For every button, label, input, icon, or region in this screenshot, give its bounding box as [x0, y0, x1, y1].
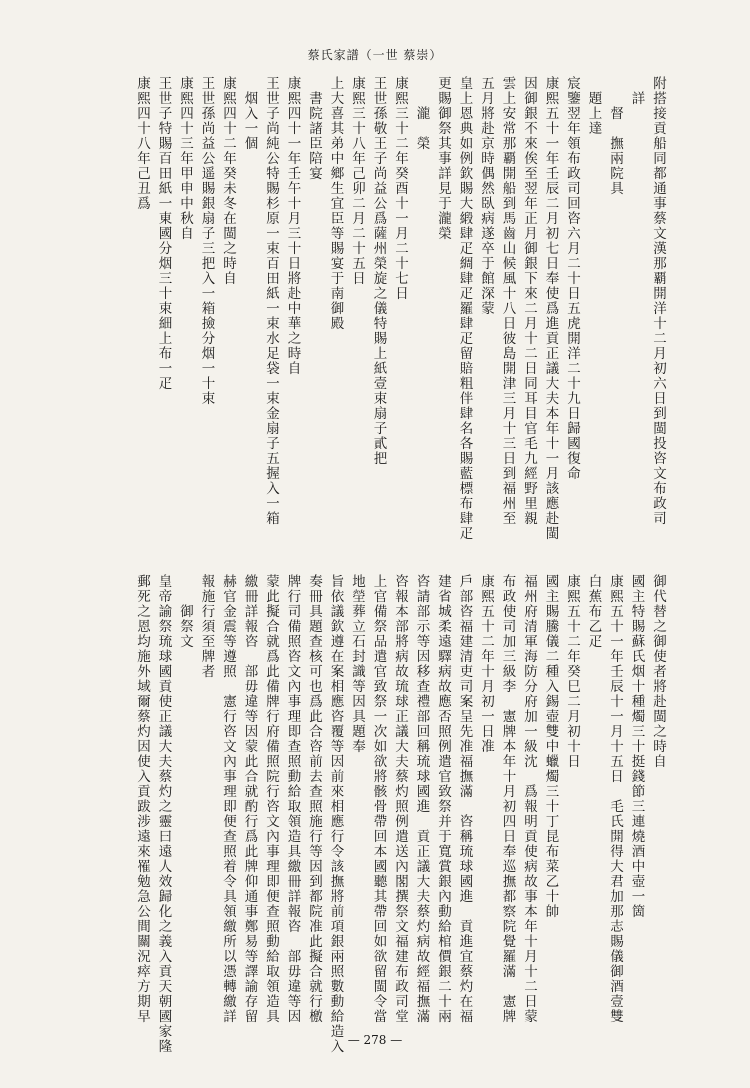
- text-column: 郵死之恩均施外域爾蔡灼因使入貢跋涉遠來罹勉急公間關況瘁方期早: [134, 574, 150, 1024]
- text-column: 督 撫兩院具: [607, 76, 623, 196]
- text-column: 康熙四十八年己丑爲: [134, 76, 150, 211]
- text-column: 白蕉布乙疋: [585, 574, 602, 649]
- text-column: 康熙五十二年十月初一日准: [478, 574, 494, 754]
- text-column: 上大喜其弟中鄉生宜臣等賜宴于南御殿: [327, 76, 344, 331]
- text-column: 康熙五十一年壬辰十一月十五日 毛氏開得大君加那志賜儀御酒壹雙: [607, 574, 623, 1024]
- text-column: 咨請部示等因移查禮部回稱琉球國進 貢正議大夫蔡灼病故經福撫滿: [413, 574, 430, 1024]
- text-column: 詳: [628, 76, 645, 106]
- text-column: 牌行司備照咨文內事理即查照動給取領造具繳冊詳報咨 部毋違等因: [284, 574, 301, 1024]
- text-column: 地塋葬立石封識等因具題奉: [349, 574, 365, 754]
- text-column: 咨報本部將病故琉球正議大夫蔡灼照例遣送內閣撰祭文福建布政司堂: [392, 574, 408, 1024]
- text-column: 布政使司加三級李 憲牌本年十月初四日奉巡撫都察院覺羅滿 憲牌: [499, 574, 516, 1024]
- text-column: 王世孫敬王子尚益公爲薩州榮旋之儀特賜上紙壹束扇子貳把: [370, 76, 387, 466]
- text-column: 建省城柔遠驛病故應否照例遣官致祭并于寬賞銀內動給棺價銀二十兩: [435, 574, 451, 1024]
- text-column: 繳冊詳報咨 部毋違等因蒙此合就酌行爲此牌仰通事鄭易等譯諭存留: [241, 574, 258, 1024]
- text-column: 雲上安常那覇開船到馬齒山候風十八日彼島開津三月十三日到福州至: [499, 76, 516, 526]
- text-column: 報施行須至牌者: [198, 574, 215, 679]
- text-column: 五月將赴京時偶然臥病遂卒于館深蒙: [478, 76, 494, 316]
- text-column: 國主特賜蘇氏烟十種燭三十挺錢節三連燒酒中壺一箇: [628, 574, 645, 919]
- text-column: 康熙三十八年己卯二月二十五日: [349, 76, 365, 286]
- text-column: 赫官金震等遵照 憲行咨文內事理即便查照着令具領繳所以憑轉繳詳: [220, 574, 236, 1024]
- text-column: 上官備祭品遣官致祭一次如欲將骸骨帶回本國聽其帶回如欲留閩令當: [370, 574, 387, 1024]
- text-column: 瀧 榮: [413, 76, 430, 151]
- text-column: 康熙四十一年壬午十月三十日將赴中華之時自: [284, 76, 301, 376]
- page-number: — 278 —: [347, 1033, 403, 1047]
- text-column: 御代替之御使者將赴閩之時自: [650, 574, 666, 769]
- text-column: 附搭接貢船同都通事蔡文漢那覇開洋十二月初六日到閩投咨文布政司: [650, 76, 666, 526]
- text-column: 戶部咨福建清吏司案呈先准福撫滿 咨稱琉球國進 貢進宜蔡灼在福: [456, 574, 473, 1024]
- text-column: 康熙五十二年癸巳二月初十日: [564, 574, 580, 769]
- text-column: 題上達: [585, 76, 602, 136]
- text-column: 皇上恩典如例欽賜大緞肆疋綢肆疋羅肆疋留賠粗伴肆名各賜藍標布肆疋: [456, 76, 473, 541]
- text-column: 因御銀不來俟至翌年正月御銀下來二月十二日同耳目官毛九經野里親: [521, 76, 537, 526]
- text-column: 王世子特賜百田紙一東國分烟三十束細上布一疋: [155, 76, 172, 391]
- page-title: 蔡氏家譜（一世 蔡崇）: [307, 48, 443, 62]
- text-column: 宸鑒翌年領布政司回咨六月二十日五虎開洋二十九日歸國復命: [564, 76, 580, 481]
- text-column: 王世子尚純公特賜杉原一束百田紙一束水足袋一束金扇子五握入一箱: [263, 76, 279, 526]
- text-column: 國主賜騰儀二種入錫壺雙中蠟燭三十丁昆布菜乙十帥: [542, 574, 559, 919]
- text-column: 更賜御祭其事詳見于瀧榮: [435, 76, 451, 241]
- text-column: 福州府清軍海防分府加一級沈 爲報明貢使病故事本年十月十二日蒙: [521, 574, 537, 1024]
- text-column: 奏冊具題查核可也爲此合咨前去查照施行等因到都院准此擬合就行檄: [306, 574, 322, 1024]
- text-column: 康熙五十一年壬辰二月初七日奉使爲進貢正議大夫本年十一月該應赴閩: [542, 76, 559, 541]
- text-column: 御祭文: [177, 574, 193, 649]
- text-column: 康熙四十二年癸未冬在閩之時自: [220, 76, 236, 286]
- text-column: 烟入一個: [241, 76, 258, 151]
- text-column: 旨依議欽遵在案相應咨覆等因前來相應行令該撫將前項銀兩照數動給造入: [327, 574, 344, 1054]
- text-column: 皇帝諭祭琉球國貢使正議大夫蔡灼之靈曰遠人效歸化之義入貢天朝國家隆: [155, 574, 172, 1054]
- text-column: 書院諸臣陪宴: [306, 76, 322, 181]
- text-column: 康熙三十二年癸酉十一月二十七日: [392, 76, 408, 301]
- text-column: 王世孫尚益公遥賜銀扇子三把入一箱撿分烟一十束: [198, 76, 215, 406]
- text-column: 蒙此擬合就爲此備牌行府備照院行咨文內事理即便查照動給取領造具: [263, 574, 279, 1024]
- text-column: 康熙四十三年甲申中秋自: [177, 76, 193, 241]
- upper-text-block: [131, 76, 669, 546]
